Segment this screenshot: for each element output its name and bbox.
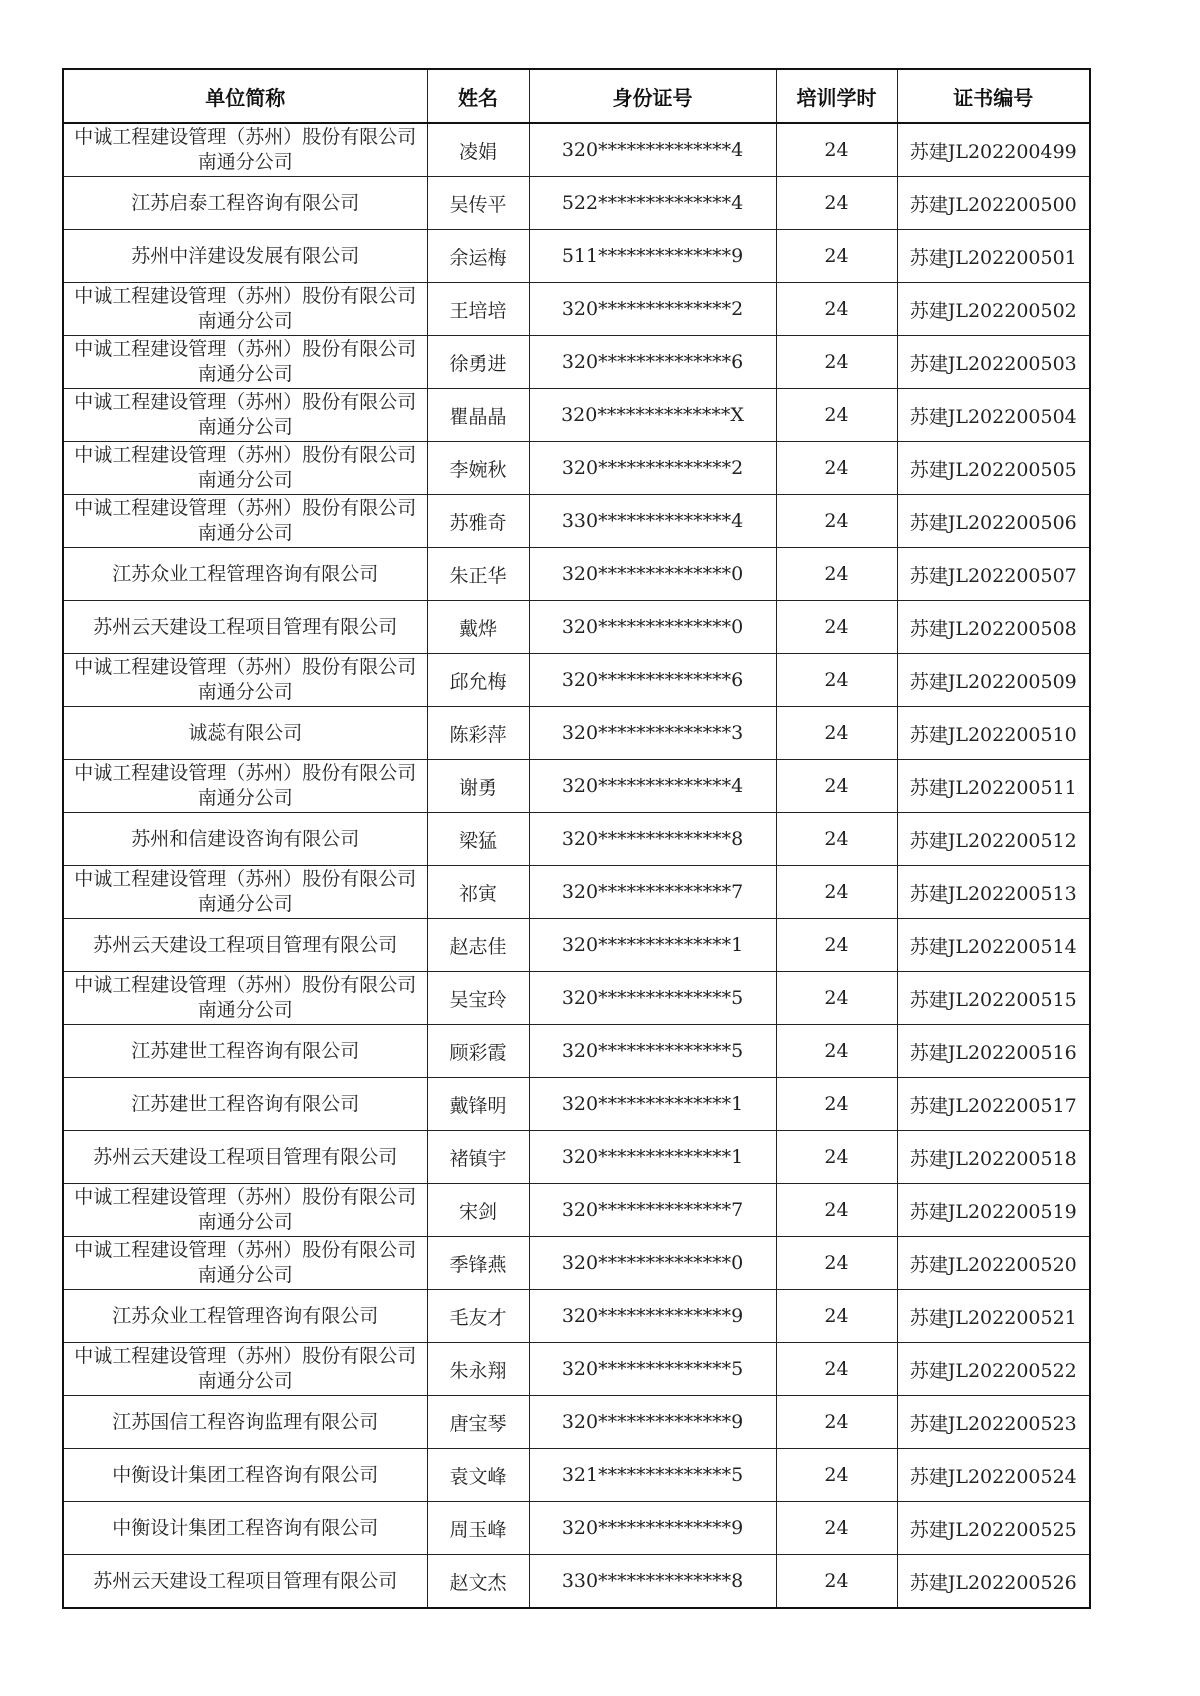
cell-unit: 中诚工程建设管理（苏州）股份有限公司南通分公司 <box>63 336 427 389</box>
cell-id-number: 511**************9 <box>529 230 776 283</box>
cell-certificate-number: 苏建JL202200526 <box>897 1555 1090 1609</box>
cell-id-number: 522**************4 <box>529 177 776 230</box>
cell-name: 戴烨 <box>427 601 529 654</box>
cell-unit: 中诚工程建设管理（苏州）股份有限公司南通分公司 <box>63 866 427 919</box>
table-row <box>63 389 1090 442</box>
cell-training-hours: 24 <box>776 1449 897 1502</box>
cell-id-number: 320**************9 <box>529 1290 776 1343</box>
table-row <box>63 707 1090 760</box>
table-body <box>63 123 1090 1608</box>
cell-training-hours: 24 <box>776 601 897 654</box>
cell-certificate-number: 苏建JL202200517 <box>897 1078 1090 1131</box>
cell-name: 朱正华 <box>427 548 529 601</box>
cell-name: 凌娟 <box>427 123 529 177</box>
cell-unit: 中衡设计集团工程咨询有限公司 <box>63 1449 427 1502</box>
cell-name: 邱允梅 <box>427 654 529 707</box>
cell-name: 朱永翔 <box>427 1343 529 1396</box>
cell-certificate-number: 苏建JL202200510 <box>897 707 1090 760</box>
cell-training-hours: 24 <box>776 1025 897 1078</box>
header-unit: 单位简称 <box>63 69 427 123</box>
cell-certificate-number: 苏建JL202200512 <box>897 813 1090 866</box>
cell-training-hours: 24 <box>776 972 897 1025</box>
cell-id-number: 320**************1 <box>529 1131 776 1184</box>
table-row <box>63 601 1090 654</box>
cell-training-hours: 24 <box>776 336 897 389</box>
cell-unit: 苏州和信建设咨询有限公司 <box>63 813 427 866</box>
cell-id-number: 321**************5 <box>529 1449 776 1502</box>
cell-training-hours: 24 <box>776 813 897 866</box>
table-row <box>63 336 1090 389</box>
certificate-table-container <box>62 68 1091 1609</box>
cell-id-number: 320**************0 <box>529 548 776 601</box>
cell-name: 褚镇宇 <box>427 1131 529 1184</box>
cell-certificate-number: 苏建JL202200501 <box>897 230 1090 283</box>
cell-id-number: 320**************1 <box>529 1078 776 1131</box>
cell-certificate-number: 苏建JL202200521 <box>897 1290 1090 1343</box>
table-row <box>63 1131 1090 1184</box>
cell-certificate-number: 苏建JL202200508 <box>897 601 1090 654</box>
cell-id-number: 320**************X <box>529 389 776 442</box>
cell-id-number: 320**************9 <box>529 1502 776 1555</box>
table-row <box>63 866 1090 919</box>
cell-id-number: 320**************0 <box>529 601 776 654</box>
table-row <box>63 1555 1090 1609</box>
cell-training-hours: 24 <box>776 1131 897 1184</box>
cell-id-number: 320**************2 <box>529 283 776 336</box>
cell-training-hours: 24 <box>776 1290 897 1343</box>
cell-name: 袁文峰 <box>427 1449 529 1502</box>
cell-name: 顾彩霞 <box>427 1025 529 1078</box>
cell-id-number: 320**************5 <box>529 1343 776 1396</box>
cell-training-hours: 24 <box>776 654 897 707</box>
cell-id-number: 320**************0 <box>529 1237 776 1290</box>
cell-id-number: 320**************2 <box>529 442 776 495</box>
cell-unit: 诚蕊有限公司 <box>63 707 427 760</box>
cell-unit: 苏州中洋建设发展有限公司 <box>63 230 427 283</box>
cell-certificate-number: 苏建JL202200518 <box>897 1131 1090 1184</box>
cell-certificate-number: 苏建JL202200502 <box>897 283 1090 336</box>
table-row <box>63 760 1090 813</box>
cell-certificate-number: 苏建JL202200506 <box>897 495 1090 548</box>
cell-unit: 中诚工程建设管理（苏州）股份有限公司南通分公司 <box>63 760 427 813</box>
cell-unit: 中诚工程建设管理（苏州）股份有限公司南通分公司 <box>63 654 427 707</box>
cell-id-number: 330**************8 <box>529 1555 776 1609</box>
table-row <box>63 1237 1090 1290</box>
cell-name: 季锋燕 <box>427 1237 529 1290</box>
cell-certificate-number: 苏建JL202200504 <box>897 389 1090 442</box>
cell-certificate-number: 苏建JL202200516 <box>897 1025 1090 1078</box>
header-training-hours: 培训学时 <box>776 69 897 123</box>
cell-training-hours: 24 <box>776 1502 897 1555</box>
table-row <box>63 1290 1090 1343</box>
table-row <box>63 1078 1090 1131</box>
table-row <box>63 495 1090 548</box>
cell-unit: 中诚工程建设管理（苏州）股份有限公司南通分公司 <box>63 495 427 548</box>
cell-training-hours: 24 <box>776 548 897 601</box>
cell-name: 赵文杰 <box>427 1555 529 1609</box>
cell-unit: 江苏众业工程管理咨询有限公司 <box>63 548 427 601</box>
cell-name: 戴锋明 <box>427 1078 529 1131</box>
cell-name: 余运梅 <box>427 230 529 283</box>
header-name: 姓名 <box>427 69 529 123</box>
cell-certificate-number: 苏建JL202200523 <box>897 1396 1090 1449</box>
cell-certificate-number: 苏建JL202200505 <box>897 442 1090 495</box>
cell-training-hours: 24 <box>776 389 897 442</box>
cell-unit: 苏州云天建设工程项目管理有限公司 <box>63 601 427 654</box>
cell-id-number: 320**************7 <box>529 866 776 919</box>
cell-unit: 中诚工程建设管理（苏州）股份有限公司南通分公司 <box>63 1184 427 1237</box>
cell-id-number: 320**************8 <box>529 813 776 866</box>
cell-training-hours: 24 <box>776 1555 897 1609</box>
cell-id-number: 320**************3 <box>529 707 776 760</box>
cell-certificate-number: 苏建JL202200503 <box>897 336 1090 389</box>
cell-id-number: 320**************6 <box>529 654 776 707</box>
cell-certificate-number: 苏建JL202200499 <box>897 123 1090 177</box>
cell-unit: 江苏启泰工程咨询有限公司 <box>63 177 427 230</box>
cell-unit: 江苏众业工程管理咨询有限公司 <box>63 1290 427 1343</box>
cell-unit: 江苏建世工程咨询有限公司 <box>63 1078 427 1131</box>
cell-training-hours: 24 <box>776 283 897 336</box>
cell-certificate-number: 苏建JL202200511 <box>897 760 1090 813</box>
cell-training-hours: 24 <box>776 442 897 495</box>
cell-id-number: 320**************4 <box>529 760 776 813</box>
table-row <box>63 1025 1090 1078</box>
cell-certificate-number: 苏建JL202200509 <box>897 654 1090 707</box>
cell-unit: 中诚工程建设管理（苏州）股份有限公司南通分公司 <box>63 1237 427 1290</box>
cell-name: 苏雅奇 <box>427 495 529 548</box>
cell-training-hours: 24 <box>776 1078 897 1131</box>
cell-name: 王培培 <box>427 283 529 336</box>
cell-training-hours: 24 <box>776 177 897 230</box>
cell-training-hours: 24 <box>776 919 897 972</box>
cell-name: 祁寅 <box>427 866 529 919</box>
cell-training-hours: 24 <box>776 866 897 919</box>
cell-training-hours: 24 <box>776 123 897 177</box>
cell-training-hours: 24 <box>776 760 897 813</box>
cell-certificate-number: 苏建JL202200515 <box>897 972 1090 1025</box>
table-row <box>63 177 1090 230</box>
cell-certificate-number: 苏建JL202200524 <box>897 1449 1090 1502</box>
cell-name: 宋剑 <box>427 1184 529 1237</box>
cell-id-number: 330**************4 <box>529 495 776 548</box>
cell-id-number: 320**************4 <box>529 123 776 177</box>
cell-unit: 中诚工程建设管理（苏州）股份有限公司南通分公司 <box>63 283 427 336</box>
cell-id-number: 320**************5 <box>529 972 776 1025</box>
cell-certificate-number: 苏建JL202200507 <box>897 548 1090 601</box>
cell-id-number: 320**************7 <box>529 1184 776 1237</box>
certificate-table <box>62 68 1091 1609</box>
table-row <box>63 1396 1090 1449</box>
cell-id-number: 320**************6 <box>529 336 776 389</box>
cell-training-hours: 24 <box>776 1343 897 1396</box>
cell-unit: 中诚工程建设管理（苏州）股份有限公司南通分公司 <box>63 1343 427 1396</box>
table-row <box>63 813 1090 866</box>
cell-training-hours: 24 <box>776 1184 897 1237</box>
cell-training-hours: 24 <box>776 1237 897 1290</box>
cell-certificate-number: 苏建JL202200525 <box>897 1502 1090 1555</box>
table-row <box>63 1343 1090 1396</box>
cell-unit: 中衡设计集团工程咨询有限公司 <box>63 1502 427 1555</box>
cell-name: 陈彩萍 <box>427 707 529 760</box>
cell-training-hours: 24 <box>776 230 897 283</box>
table-row <box>63 442 1090 495</box>
cell-certificate-number: 苏建JL202200522 <box>897 1343 1090 1396</box>
cell-training-hours: 24 <box>776 707 897 760</box>
cell-unit: 中诚工程建设管理（苏州）股份有限公司南通分公司 <box>63 442 427 495</box>
cell-id-number: 320**************9 <box>529 1396 776 1449</box>
table-row <box>63 1502 1090 1555</box>
table-row <box>63 919 1090 972</box>
cell-name: 吴传平 <box>427 177 529 230</box>
cell-certificate-number: 苏建JL202200520 <box>897 1237 1090 1290</box>
table-row <box>63 283 1090 336</box>
table-row <box>63 1449 1090 1502</box>
table-header-row <box>63 69 1090 123</box>
cell-unit: 江苏国信工程咨询监理有限公司 <box>63 1396 427 1449</box>
table-row <box>63 548 1090 601</box>
header-id-number: 身份证号 <box>529 69 776 123</box>
table-row <box>63 123 1090 177</box>
cell-unit: 苏州云天建设工程项目管理有限公司 <box>63 1131 427 1184</box>
cell-id-number: 320**************5 <box>529 1025 776 1078</box>
cell-name: 毛友才 <box>427 1290 529 1343</box>
cell-certificate-number: 苏建JL202200514 <box>897 919 1090 972</box>
cell-name: 周玉峰 <box>427 1502 529 1555</box>
cell-id-number: 320**************1 <box>529 919 776 972</box>
cell-unit: 中诚工程建设管理（苏州）股份有限公司南通分公司 <box>63 389 427 442</box>
cell-name: 徐勇进 <box>427 336 529 389</box>
table-row <box>63 230 1090 283</box>
table-row <box>63 1184 1090 1237</box>
cell-certificate-number: 苏建JL202200519 <box>897 1184 1090 1237</box>
cell-unit: 苏州云天建设工程项目管理有限公司 <box>63 1555 427 1609</box>
cell-training-hours: 24 <box>776 495 897 548</box>
cell-name: 唐宝琴 <box>427 1396 529 1449</box>
cell-name: 吴宝玲 <box>427 972 529 1025</box>
table-row <box>63 654 1090 707</box>
cell-name: 赵志佳 <box>427 919 529 972</box>
table-row <box>63 972 1090 1025</box>
cell-name: 谢勇 <box>427 760 529 813</box>
cell-unit: 苏州云天建设工程项目管理有限公司 <box>63 919 427 972</box>
header-certificate-number: 证书编号 <box>897 69 1090 123</box>
cell-certificate-number: 苏建JL202200500 <box>897 177 1090 230</box>
cell-name: 李婉秋 <box>427 442 529 495</box>
cell-unit: 中诚工程建设管理（苏州）股份有限公司南通分公司 <box>63 972 427 1025</box>
cell-name: 梁猛 <box>427 813 529 866</box>
cell-training-hours: 24 <box>776 1396 897 1449</box>
cell-unit: 中诚工程建设管理（苏州）股份有限公司南通分公司 <box>63 123 427 177</box>
cell-certificate-number: 苏建JL202200513 <box>897 866 1090 919</box>
cell-unit: 江苏建世工程咨询有限公司 <box>63 1025 427 1078</box>
cell-name: 瞿晶晶 <box>427 389 529 442</box>
